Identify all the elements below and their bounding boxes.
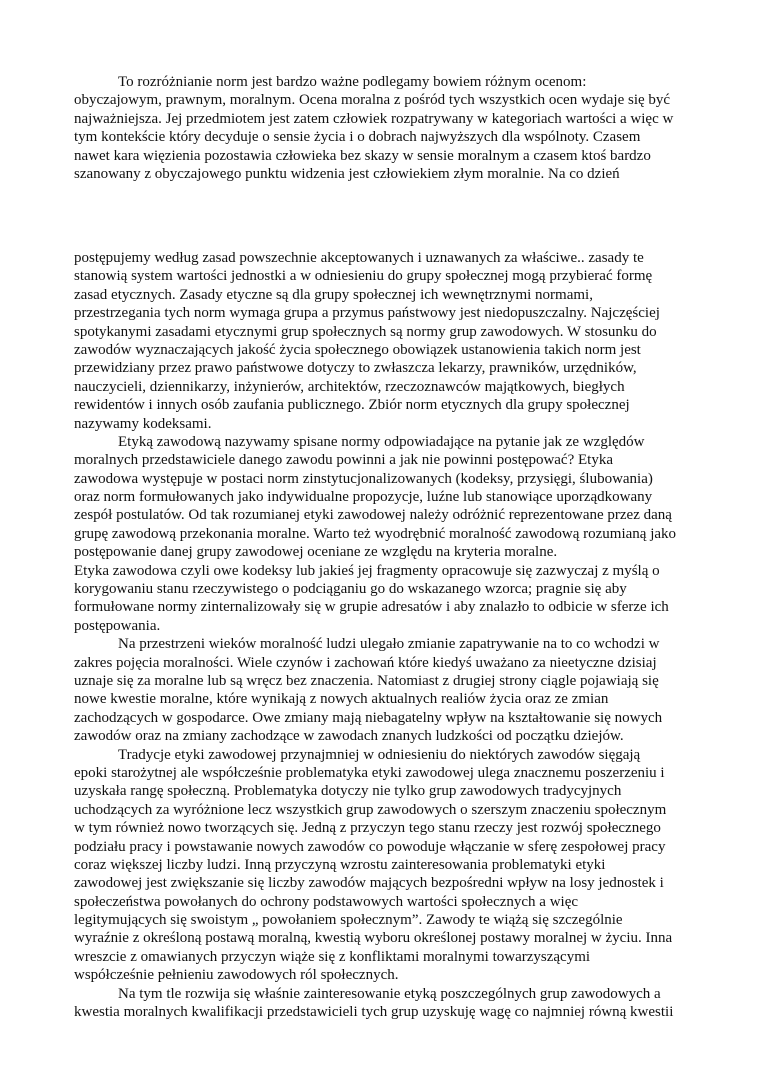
text-line: postępowania. — [74, 617, 161, 634]
text-line: rewidentów i innych osób zaufania publicznego. Zbiór norm etycznych dla grupy społecznej — [74, 397, 630, 414]
text-line: legitymujących się swoistym „ powołaniem społecznym”. Zawody te wiążą się szczególnie — [74, 912, 623, 929]
text-line: Na przestrzeni wieków moralność ludzi ulegało zmianie zapatrywanie na to co wchodzi w — [118, 636, 660, 653]
text-line: grupę zawodową przekonania moralne. Warto też wyodrębnić moralność zawodową rozumianą jako — [74, 525, 677, 542]
text-line: najważniejsza. Jej przedmiotem jest zatem człowiek rozpatrywany w kategoriach wartości a więc w — [74, 110, 674, 127]
text-line: zachodzących w gospodarce. Owe zmiany mają niebagatelny wpływ na kształtowanie się nowych — [74, 709, 663, 726]
text-line: zasad etycznych. Zasady etyczne są dla grupy społecznej ich wewnętrznymi normami, — [74, 286, 593, 303]
text-line: coraz większej liczby ludzi. Inną przyczyną wzrostu zainteresowania problematyki etyki — [74, 856, 606, 873]
text-block-top — [74, 73, 686, 183]
text-line: zespół postulatów. Od tak rozumianej etyki zawodowej należy odróżnić reprezentowane przez daną — [74, 507, 672, 524]
text-line: epoki starożytnej ale współcześnie problematyka etyki zawodowej ulega znacznemu poszerzeniu i — [74, 764, 665, 781]
text-line: nauczycieli, dziennikarzy, inżynierów, architektów, rzeczoznawców majątkowych, biegłych — [74, 378, 625, 395]
text-line: postępowanie danej grupy zawodowej oceniane ze względu na kryteria moralne. — [74, 544, 558, 561]
text-line: uzyskała rangę społeczną. Problematyka dotyczy nie tylko grup zawodowych tradycyjnych — [74, 783, 622, 800]
text-line: uchodzących za wyróżnione lecz wszystkich grup zawodowych o szerszym znaczeniu społecznym — [74, 801, 667, 818]
text-line: przewidziany przez prawo państwowe dotyczy to zwłaszcza lekarzy, prawników, urzędników, — [74, 360, 637, 377]
text-line: moralnych przedstawiciele danego zawodu powinni a jak nie powinni postępować? Etyka — [74, 452, 613, 469]
text-line: szanowany z obyczajowego punktu widzenia jest człowiekiem złym moralnie. Na co dzień — [74, 165, 620, 182]
text-line: zawodów oraz na zmiany zachodzące w zawodach znanych ludzkości od początku dziejów. — [74, 728, 624, 745]
text-line: Na tym tle rozwija się właśnie zainteresowanie etyką poszczególnych grup zawodowych a — [118, 985, 661, 1002]
text-line: postępujemy według zasad powszechnie akceptowanych i uznawanych za właściwe.. zasady te — [74, 250, 644, 266]
text-line: Etyką zawodową nazywamy spisane normy odpowiadające na pytanie jak ze względów — [118, 433, 645, 450]
text-line: zawodowej jest zwiększanie się liczby zawodów mających bezpośredni wpływ na losy jednostek i — [74, 875, 664, 892]
text-line: nazywamy kodeksami. — [74, 415, 212, 432]
text-line: Etyka zawodowa czyli owe kodeksy lub jakieś jej fragmenty opracowuje się zazwyczaj z myślą o — [74, 562, 660, 579]
text-line: wyraźnie z określoną postawą moralną, kwestią wyboru określonej postawy moralnej w życiu. Inna — [74, 930, 673, 947]
text-line: zakres pojęcia moralności. Wiele czynów i zachowań które kiedyś uważano za nieetyczne dzisiaj — [74, 654, 657, 671]
text-line: kwestia moralnych kwalifikacji przedstawicieli tych grup uzyskuję wagę co najmniej równą kwestii — [74, 1004, 674, 1021]
text-line: nawet kara więzienia pozostawia człowieka bez skazy w sensie moralnym a czasem ktoś bardzo — [74, 147, 651, 164]
text-line: nowe kwestie moralne, które wynikają z nowych aktualnych realiów życia oraz ze zmian — [74, 691, 609, 708]
text-line: w tym również nowo tworzących się. Jedną z przyczyn tego stanu rzeczy jest rozwój społecznego — [74, 820, 661, 837]
text-line: spotykanymi zasadami etycznymi grup społecznych są normy grup zawodowych. W stosunku do — [74, 323, 657, 340]
text-line: współcześnie pełnieniu zawodowych ról społecznych. — [74, 967, 399, 984]
text-line: uznaje się za moralne lub są wręcz bez znaczenia. Natomiast z drugiej strony ciągle pojawiają się — [74, 672, 659, 689]
text-line: stanowią system wartości jednostki a w odniesieniu do grupy społecznej mogą przybierać formę — [74, 268, 653, 285]
text-block-main — [74, 249, 686, 1021]
text-line: To rozróżnianie norm jest bardzo ważne podlegamy bowiem różnym ocenom: — [118, 74, 587, 90]
text-line: obyczajowym, prawnym, moralnym. Ocena moralna z pośród tych wszystkich ocen wydaje się być — [74, 92, 671, 109]
text-line: podziału pracy i powstawanie nowych zawodów co powoduje włączanie w sferę zespołowej pracy — [74, 838, 666, 855]
text-line: społeczeństwa powołanych do ochrony podstawowych wartości społecznych a więc — [74, 893, 579, 910]
text-line: formułowane normy zinternalizowały się w grupie adresatów i aby znalazło to odbicie w sferze ich — [74, 599, 669, 616]
text-line: tym kontekście który decyduje o sensie życia i o dobrach najwyższych dla wspólnoty. Czasem — [74, 129, 641, 146]
text-line: przestrzegania tych norm wymaga grupa a przymus państwowy jest niedopuszczalny. Najczęściej — [74, 305, 660, 322]
text-line: korygowaniu stanu rzeczywistego o podciąganiu go do wskazanego wzorca; pragnie się aby — [74, 581, 627, 598]
text-line: Tradycje etyki zawodowej przynajmniej w odniesieniu do niektórych zawodów sięgają — [118, 746, 641, 763]
text-line: oraz norm formułowanych jako indywidualne propozycje, luźne lub stanowiące uporządkowany — [74, 489, 653, 506]
text-line: wreszcie z omawianych przyczyn wiąże się z konfliktami moralnymi towarzyszącymi — [74, 948, 591, 965]
text-line: zawodów wyznaczających jakość życia społecznego obowiązek ustanowienia takich norm jest — [74, 341, 641, 358]
text-line: zawodowa występuje w postaci norm zinstytucjonalizowanych (kodeksy, przysięgi, ślubowania) — [74, 470, 653, 487]
